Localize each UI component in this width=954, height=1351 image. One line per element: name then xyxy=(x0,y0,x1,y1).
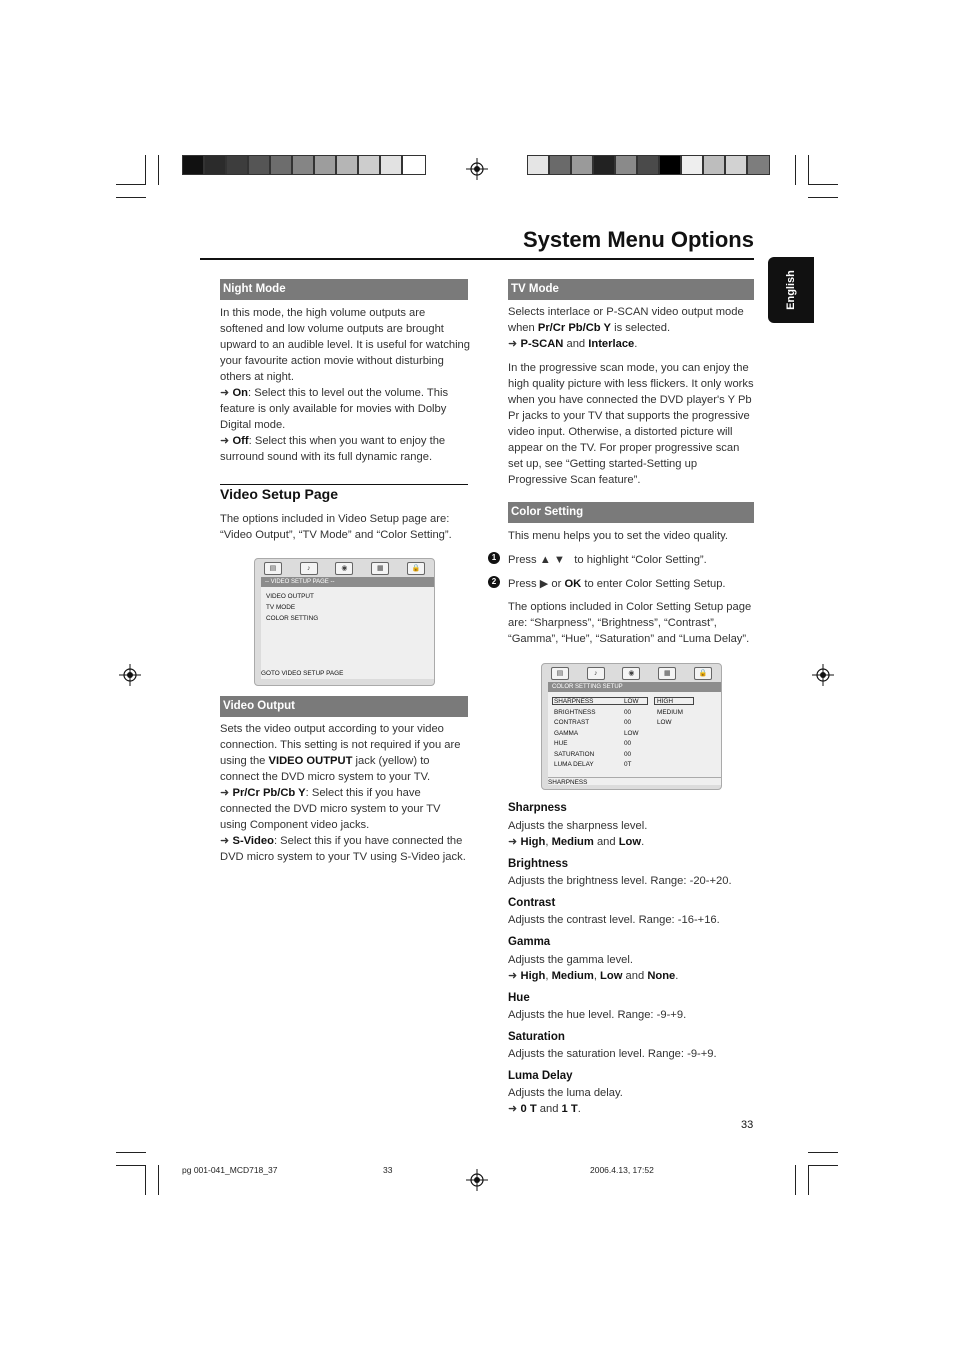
menu-footer: GOTO VIDEO SETUP PAGE xyxy=(261,670,344,677)
step-1-badge: 1 xyxy=(488,552,500,564)
footer-date: 2006.4.13, 17:52 xyxy=(590,1165,654,1175)
brightness-term: Brightness xyxy=(508,858,569,870)
menu-icon-bar xyxy=(255,559,434,577)
menu-header: -- VIDEO SETUP PAGE -- xyxy=(261,577,434,587)
footer-page: 33 xyxy=(383,1165,393,1175)
registration-mark-icon xyxy=(119,664,141,686)
tv-mode-body xyxy=(508,304,756,488)
video-output-option-component: ➜ Pr/Cr Pb/Cb Y: Select this if you have connected the DVD micro system to your TV using Component video jacks. xyxy=(220,787,441,831)
video-output-heading: Video Output xyxy=(220,696,468,717)
menu-item-color-setting: COLOR SETTING xyxy=(266,615,319,622)
audio-icon: ♪ xyxy=(587,667,605,680)
menu-icon-bar xyxy=(542,664,721,682)
video-setup-menu-screen xyxy=(254,558,435,686)
video-setup-heading: Video Setup Page xyxy=(220,486,338,502)
menu-header: COLOR SETTING SETUP xyxy=(548,682,721,692)
title-rule xyxy=(200,258,754,260)
submenu-option: HIGH xyxy=(657,698,673,705)
registration-mark-icon xyxy=(466,158,488,180)
lock-icon: 🔒 xyxy=(407,562,425,575)
language-tab xyxy=(768,257,814,323)
contrast-desc: Adjusts the contrast level. Range: -16-+16. xyxy=(508,914,720,926)
settings-icon: ▤ xyxy=(551,667,569,680)
menu-row-name: CONTRAST xyxy=(554,719,590,726)
brightness-desc: Adjusts the brightness level. Range: -20-+20. xyxy=(508,875,732,887)
tv-mode-intro: Selects interlace or P-SCAN video output mode when Pr/Cr Pb/Cb Y is selected. xyxy=(508,306,744,334)
submenu-option: MEDIUM xyxy=(657,709,683,716)
menu-item-video-output: VIDEO OUTPUT xyxy=(266,593,314,600)
audio-icon: ♪ xyxy=(300,562,318,575)
sharpness-term: Sharpness xyxy=(508,802,567,814)
video-icon: ◉ xyxy=(335,562,353,575)
tv-mode-progressive: In the progressive scan mode, you can enjoy the high quality picture with less flickers. It only works when you have connected the DVD player's Y Pb Pr jacks to your TV that supports the progressive video input. Otherwise, a distorted picture will appear on the TV. For proper progressive scan set up, see “Getting started-Setting up Progressive Scan feature”. xyxy=(508,362,754,486)
color-setting-heading: Color Setting xyxy=(508,502,754,523)
color-setting-step-1: Press ▲ ▼ to highlight “Color Setting”. xyxy=(508,554,707,566)
color-setting-intro: This menu helps you to set the video quality. xyxy=(508,530,728,542)
menu-row-name: GAMMA xyxy=(554,730,579,737)
language-tab-label: English xyxy=(785,270,797,310)
page-number: 33 xyxy=(741,1119,754,1131)
sharpness-desc: Adjusts the sharpness level. ➜ High, Medium and Low. xyxy=(508,820,648,848)
contrast-term: Contrast xyxy=(508,897,556,909)
menu-row-name: SATURATION xyxy=(554,751,595,758)
tv-mode-options: ➜ P-SCAN and Interlace. xyxy=(508,338,638,350)
menu-row-value: 00 xyxy=(624,719,632,726)
video-output-intro: Sets the video output according to your video connection. This setting is not required if you are using the VIDEO OUTPUT jack (yellow) to connect the DVD micro system to your TV. xyxy=(220,723,461,783)
menu-row-value: 0T xyxy=(624,761,632,768)
night-mode-body xyxy=(220,305,470,465)
color-setting-options: The options included in Color Setting Setup page are: “Sharpness”, “Brightness”, “Contrast”, “Gamma”, “Hue”, “Saturation” and “Luma Delay”. xyxy=(508,601,752,645)
registration-mark-icon xyxy=(812,664,834,686)
night-mode-on: ➜ On: Select this to level out the volume. This feature is only available for movies with Dolby Digital mode. xyxy=(220,387,449,431)
step-2-badge: 2 xyxy=(488,576,500,588)
luma-delay-desc: Adjusts the luma delay. ➜ 0 T and 1 T. xyxy=(508,1087,623,1115)
lock-icon: 🔒 xyxy=(694,667,712,680)
gamma-term: Gamma xyxy=(508,936,551,948)
saturation-desc: Adjusts the saturation level. Range: -9-+9. xyxy=(508,1048,717,1060)
saturation-term: Saturation xyxy=(508,1031,565,1043)
preference-icon: ▦ xyxy=(658,667,676,680)
video-output-body xyxy=(220,721,470,865)
menu-item-tv-mode: TV MODE xyxy=(266,604,296,611)
menu-row-value: 00 xyxy=(624,709,632,716)
night-mode-intro: In this mode, the high volume outputs are softened and low volume outputs are brought upward to an audible level. It is useful for watching your favourite action movie without disturbing others at night. xyxy=(220,307,470,383)
color-setting-menu-screen xyxy=(541,663,722,790)
submenu-option: LOW xyxy=(657,719,672,726)
menu-content xyxy=(261,587,434,679)
video-icon: ◉ xyxy=(622,667,640,680)
night-mode-off: ➜ Off: Select this when you want to enjoy the surround sound with its full dynamic range. xyxy=(220,435,446,463)
menu-row-value: 00 xyxy=(624,740,632,747)
hue-desc: Adjusts the hue level. Range: -9-+9. xyxy=(508,1009,687,1021)
menu-content xyxy=(548,692,721,785)
video-setup-text: The options included in Video Setup page are: “Video Output”, “TV Mode” and “Color Setting”. xyxy=(220,513,452,541)
page-title: System Menu Options xyxy=(522,227,754,252)
night-mode-heading: Night Mode xyxy=(220,279,468,300)
menu-row-name: BRIGHTNESS xyxy=(554,709,596,716)
settings-icon: ▤ xyxy=(264,562,282,575)
menu-row-name: SHARPNESS xyxy=(554,698,594,705)
footer-filename: pg 001-041_MCD718_37 xyxy=(182,1165,278,1175)
color-setting-step-2: Press ▶ or OK to enter Color Setting Setup. xyxy=(508,578,726,590)
hue-term: Hue xyxy=(508,992,530,1004)
tv-mode-heading: TV Mode xyxy=(508,279,754,300)
menu-row-value: LOW xyxy=(624,698,639,705)
menu-row-name: HUE xyxy=(554,740,568,747)
registration-mark-icon xyxy=(466,1169,488,1191)
luma-delay-term: Luma Delay xyxy=(508,1070,573,1082)
menu-footer-divider xyxy=(548,777,721,778)
video-output-option-svideo: ➜ S-Video: Select this if you have connected the DVD micro system to your TV using S-Video jack. xyxy=(220,835,466,863)
menu-row-name: LUMA DELAY xyxy=(554,761,594,768)
menu-row-value: LOW xyxy=(624,730,639,737)
preference-icon: ▦ xyxy=(371,562,389,575)
gamma-desc: Adjusts the gamma level. ➜ High, Medium, Low and None. xyxy=(508,954,679,982)
menu-footer: SHARPNESS xyxy=(548,779,588,786)
menu-row-value: 00 xyxy=(624,751,632,758)
video-setup-rule xyxy=(220,484,468,485)
